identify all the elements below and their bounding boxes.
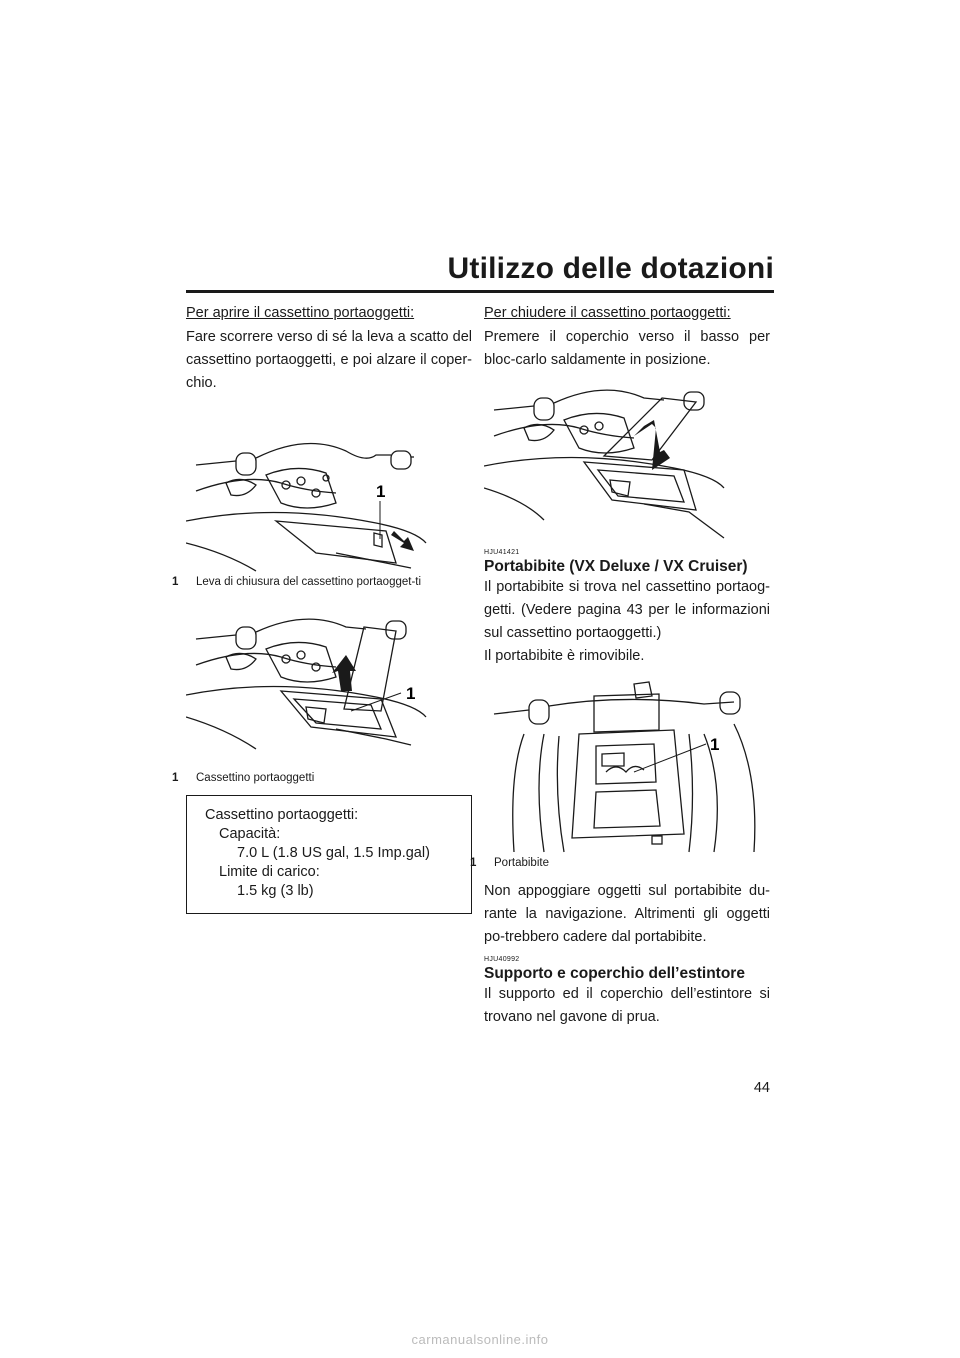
fig1-callout: 1 [376,482,386,501]
jetski-lever-illustration [186,403,472,573]
section2-text: Il supporto ed il coperchio dell’estintore si trovano nel gavone di prua. [484,986,770,1025]
spec-title: Cassettino portaoggetti: [205,807,359,823]
fig4-caption-number: 1 [470,857,477,869]
open-text: Fare scorrere verso di sé la leva a scatto del cassettino portaoggetti, e poi alzare il coper-chio. [186,329,472,391]
extinguisher-section [484,955,770,1029]
header-divider [186,290,774,293]
fig1-caption-text: Leva di chiusura del cassettino portaogget-ti [196,576,422,588]
close-heading: Per chiudere il cassettino portaoggetti: [484,305,731,321]
section1-code: HJU41421 [484,549,520,556]
spec-capacity-value: 7.0 L (1.8 US gal, 1.5 Imp.gal) [237,845,430,861]
section2-code: HJU40992 [484,956,520,963]
figure-close-lid [484,380,770,540]
fig2-caption-number: 1 [172,772,179,784]
fig1-caption-number: 1 [172,576,179,588]
fig1-caption [172,575,472,589]
section1-title: Portabibite (VX Deluxe / VX Cruiser) [484,558,748,575]
page-header-title: Utilizzo delle dotazioni [447,252,774,285]
figure-open-lever [172,403,472,589]
fig4-caption [470,856,770,870]
specification-box [186,795,472,914]
figure-cupholder [470,674,770,870]
jetski-close-lid-illustration [484,380,770,540]
page-number: 44 [753,1080,770,1096]
fig4-callout: 1 [710,735,720,754]
left-column [172,302,472,914]
figure-open-lid [172,599,472,785]
spec-load-value: 1.5 kg (3 lb) [237,883,314,899]
fig2-caption-text: Cassettino portaoggetti [196,772,315,784]
warning-text: Non appoggiare oggetti sul portabibite du-rante la navigazione. Altrimenti gli oggetti po-trebbero cadere dal portabibite. [484,883,770,945]
open-heading: Per aprire il cassettino portaoggetti: [186,305,415,321]
spec-load-label: Limite di carico: [219,864,320,880]
section2-title: Supporto e coperchio dell’estintore [484,965,745,982]
fig4-caption-text: Portabibite [494,857,549,869]
spec-capacity-label: Capacità: [219,826,281,842]
section1-text1: Il portabibite si trova nel cassettino portaog-getti. (Vedere pagina 43 per le informazioni sul cassettino portaoggetti.) [484,579,770,641]
cupholder-section [484,548,770,668]
fig2-callout: 1 [406,684,416,703]
right-column [470,302,770,1029]
footer-watermark[interactable]: carmanualsonline.info [411,1332,549,1347]
jetski-open-lid-illustration [186,599,472,769]
close-text: Premere il coperchio verso il basso per bloc-carlo saldamente in posizione. [484,329,770,368]
section1-text2: Il portabibite è rimovibile. [484,648,645,664]
fig2-caption [172,771,472,785]
jetski-cupholder-illustration [484,674,770,854]
